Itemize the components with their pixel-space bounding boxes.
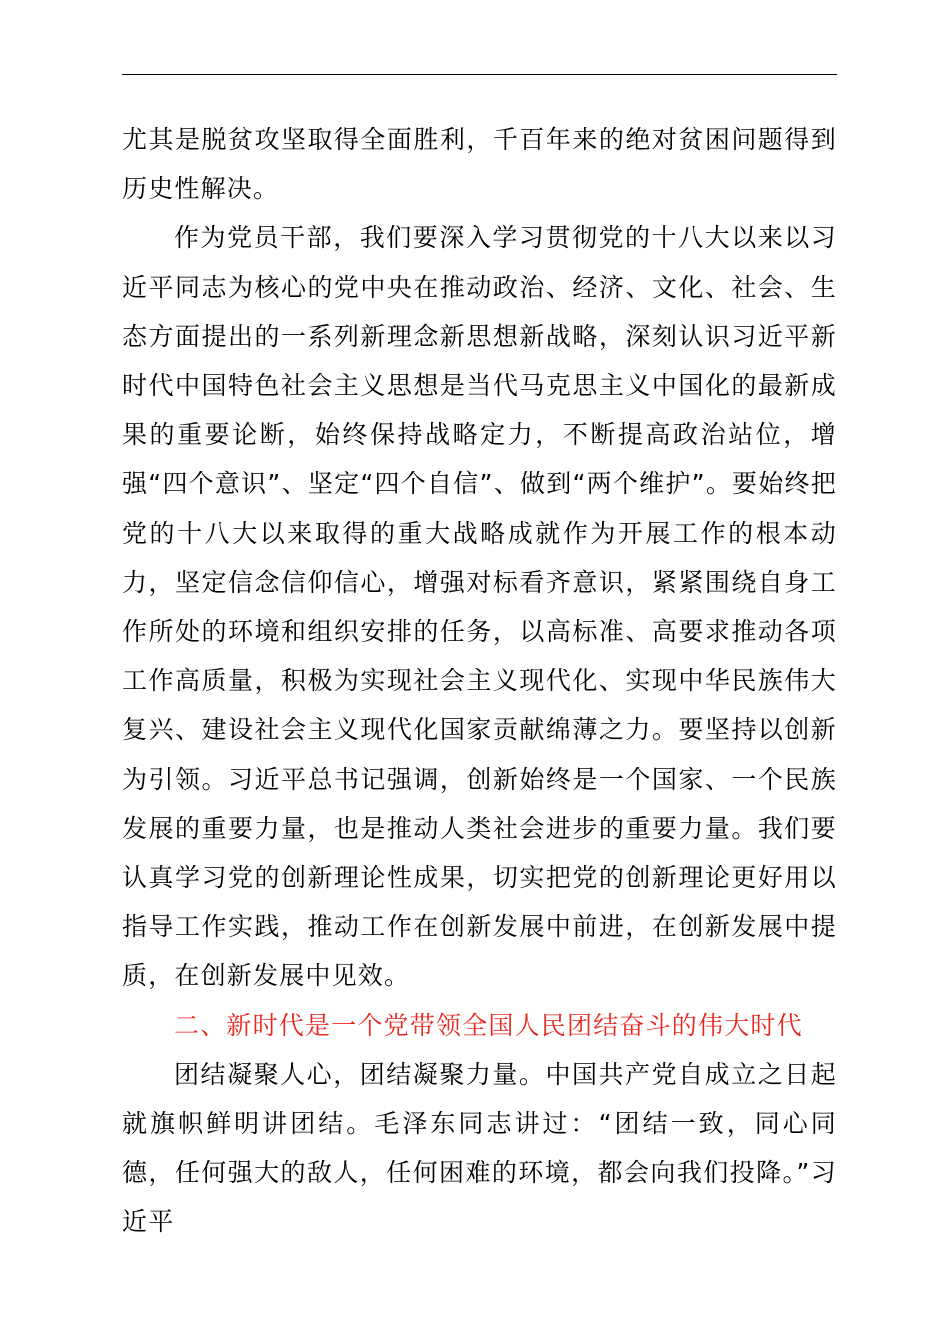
paragraph-party-cadres: 作为党员干部，我们要深入学习贯彻党的十八大以来以习近平同志为核心的党中央在推动政治、经济、文化、社会、生态方面提出的一系列新理念新思想新战略，深刻认识习近平新时代中国特色社会主义思想是当代马克思主义中国化的最新成果的重要论断，始终保持战略定力，不断提高政治站位，增强“四个意识”、坚定“四个自信”、做到“两个维护”。要始终把党的十八大以来取得的重大战略成就作为开展工作的根本动力，坚定信念信仰信心，增强对标看齐意识，紧紧围绕自身工作所处的环境和组织安排的任务，以高标准、高要求推动各项工作高质量，积极为实现社会主义现代化、实现中华民族伟大复兴、建设社会主义现代化国家贡献绵薄之力。要坚持以创新为引领。习近平总书记强调，创新始终是一个国家、一个民族发展的重要力量，也是推动人类社会进步的重要力量。我们要认真学习党的创新理论性成果，切实把党的创新理论更好用以指导工作实践，推动工作在创新发展中前进，在创新发展中提质，在创新发展中见效。 <box>122 223 837 991</box>
document-body <box>122 115 837 1247</box>
header-rule <box>122 74 837 75</box>
paragraph-continuation: 尤其是脱贫攻坚取得全面胜利，千百年来的绝对贫困问题得到历史性解决。 <box>122 125 837 204</box>
paragraph-unity: 团结凝聚人心，团结凝聚力量。中国共产党自成立之日起就旗帜鲜明讲团结。毛泽东同志讲过：“团结一致，同心同德，任何强大的敌人，任何困难的环境，都会向我们投降。”习近平 <box>122 1059 837 1237</box>
section-heading-2: 二、新时代是一个党带领全国人民团结奋斗的伟大时代 <box>174 1010 803 1040</box>
